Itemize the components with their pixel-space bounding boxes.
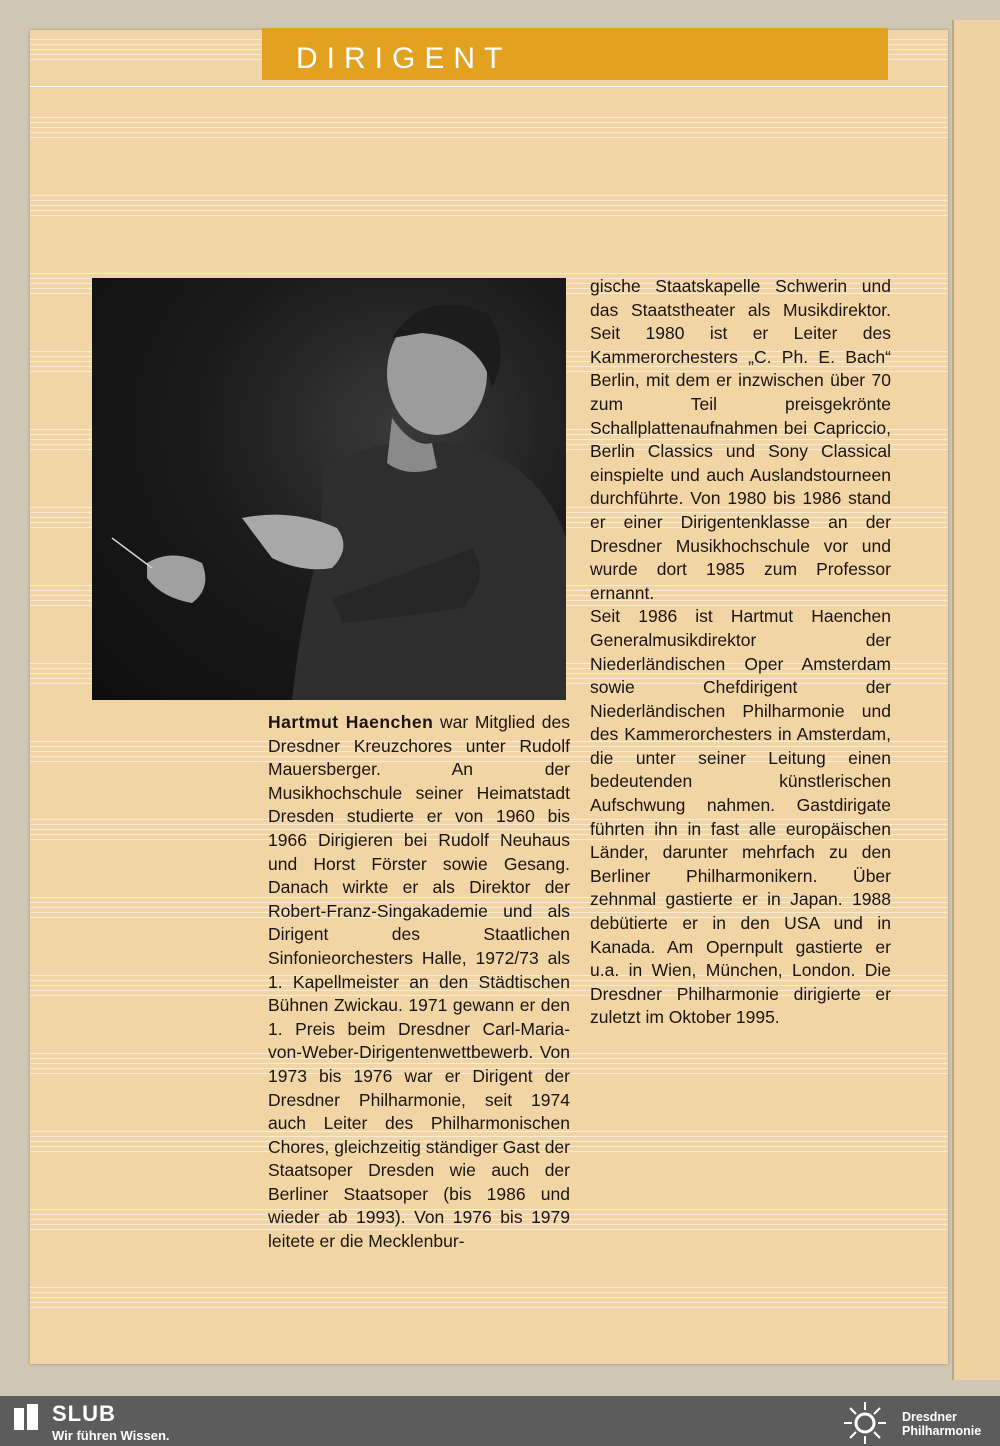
slub-book-icon[interactable] (14, 1404, 40, 1432)
section-title: DIRIGENT (296, 42, 512, 75)
article-column-left (268, 711, 570, 1254)
article-text-left: war Mitglied des Dresdner Kreuzchores unter Rudolf Mauersberger. An der Musikhochschule seiner Heimatstadt Dresden studierte er von 1960 bis 1966 Dirigieren bei Rudolf Neuhaus und Horst Förster sowie Gesang. Danach wirkte er als Direktor der Robert-Franz-Singakademie und als Dirigent des Staatlichen Sinfonieorchesters Halle, 1972/73 als 1. Kapellmeister an den Städtischen Bühnen Zwickau. 1971 gewann er den 1. Preis beim Dresdner Carl-Maria-von-Weber-Dirigentenwettbewerb. Von 1973 bis 1976 war er Dirigent der Dresdner Philharmonie, seit 1974 auch Leiter des Philharmonischen Chores, gleichzeitig ständiger Gast der Staatsoper Dresden wie auch der Berliner Staatsoper (bis 1986 und wieder ab 1993). Von 1976 bis 1979 leitete er die Mecklenbur- (268, 712, 570, 1252)
partner-name-line1: Dresdner (902, 1410, 957, 1424)
article-paragraph-2: Seit 1986 ist Hartmut Haenchen Generalmusikdirektor der Niederländischen Oper Amsterdam sowie Chefdirigent der Niederländischen Philharmonie und des Kammerorchesters in Amsterdam, die unter seiner Leitung einen bedeutenden künstlerischen Aufschwung nahmen. Gastdirigate führten ihn in fast alle europäischen Länder, darunter mehrfach zu den Berliner Philharmonikern. Über zehnmal gastierte er in Japan. 1988 debütierte er in den USA und in Kanada. Am Opernpult gastierte er u.a. in Wien, München, London. Die Dresdner Philharmonie dirigierte er zuletzt im Oktober 1995. (590, 606, 891, 1028)
slub-tagline: Wir führen Wissen. (52, 1428, 170, 1443)
header-rule (30, 86, 948, 87)
conductor-photo (92, 278, 566, 700)
slub-name[interactable]: SLUB (52, 1401, 116, 1426)
partner-name-line2: Philharmonie (902, 1424, 982, 1438)
conductor-name: Hartmut Haenchen (268, 712, 434, 732)
conductor-silhouette-icon (92, 278, 566, 700)
adjacent-page-edge (952, 20, 1000, 1380)
sunburst-logo-icon[interactable] (842, 1400, 888, 1446)
partner-name (902, 1410, 981, 1438)
article-column-right (590, 275, 891, 1030)
article-paragraph-1: gische Staatskapelle Schwerin und das Staatstheater als Musikdirektor. Seit 1980 ist er Leiter des Kammerorchesters „C. Ph. E. Bach“ Berlin, mit dem er inzwischen über 70 zum Teil preisgekrönte Schallplattenaufnahmen bei Capriccio, Berlin Classics und Sony Classical einspielte und auch Auslandstourneen durchführte. Von 1980 bis 1986 stand er einer Dirigentenklasse an der Dresdner Musikhochschule vor und wurde dort 1985 zum Professor ernannt. (590, 276, 891, 603)
